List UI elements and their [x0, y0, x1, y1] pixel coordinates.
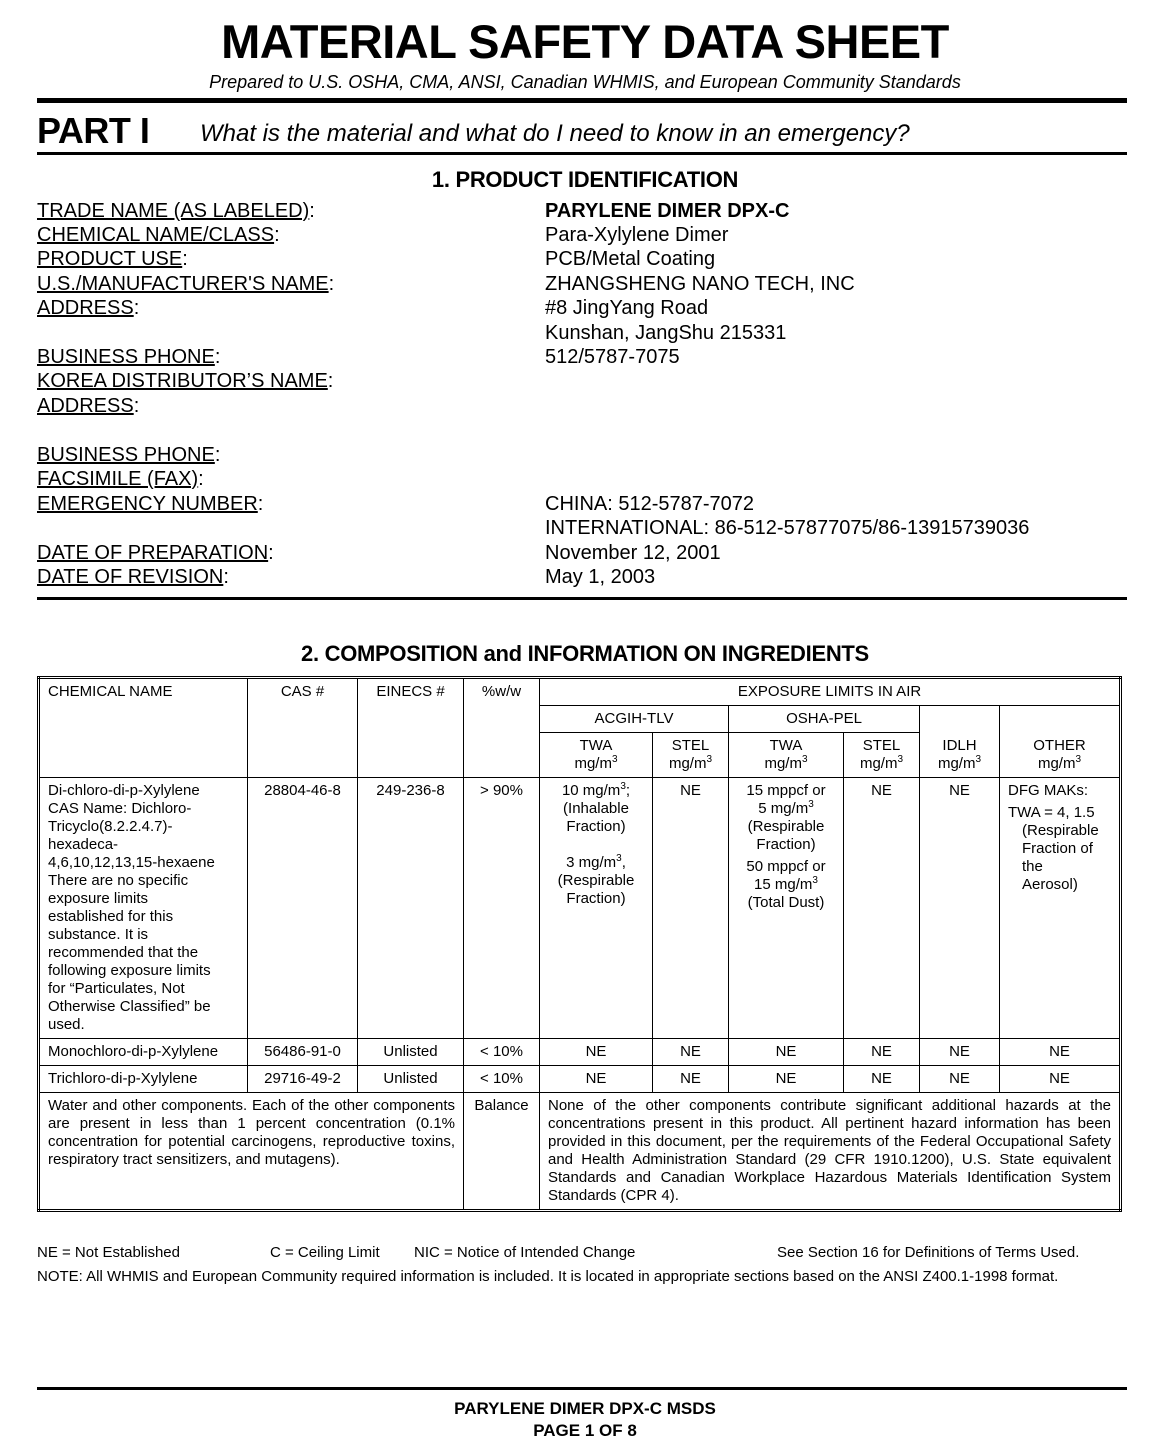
ww-cell: Balance [464, 1093, 540, 1211]
acgih-stel-cell: NE [653, 1039, 729, 1066]
header-exposure-limits: EXPOSURE LIMITS IN AIR [540, 678, 1121, 706]
top-rule [37, 98, 1127, 103]
osha-stel-cell: NE [844, 1039, 920, 1066]
einecs-cell: 249-236-8 [358, 778, 464, 1039]
document-subtitle: Prepared to U.S. OSHA, CMA, ANSI, Canadian WHMIS, and European Community Standards [209, 72, 961, 92]
header-osha: OSHA-PEL [729, 706, 920, 733]
chemical-name-cell: Monochloro-di-p-Xylylene [39, 1039, 248, 1066]
exposure-note-line: Otherwise Classified” be [48, 998, 211, 1015]
exposure-note-line: following exposure limits [48, 962, 211, 979]
header-chemical-name: CHEMICAL NAME [39, 678, 248, 778]
table-row [39, 1093, 1121, 1211]
field-label: U.S./MANUFACTURER'S NAME: [37, 273, 335, 295]
field-value: 512/5787-7075 [545, 346, 680, 368]
ww-cell: > 90% [464, 778, 540, 1039]
field-label: FACSIMILE (FAX): [37, 468, 204, 490]
field-label: PRODUCT USE: [37, 248, 188, 270]
header-acgih: ACGIH-TLV [540, 706, 729, 733]
chemical-name-cell: Trichloro-di-p-Xylylene [39, 1066, 248, 1093]
field-label: ADDRESS: [37, 297, 140, 319]
field-value: CHINA: 512-5787-7072 [545, 493, 755, 515]
acgih-twa-cell: NE [540, 1039, 653, 1066]
footer-rule [37, 1387, 1127, 1390]
osha-twa-cell: NE [729, 1066, 844, 1093]
ww-cell: < 10% [464, 1039, 540, 1066]
other-cell: NE [1000, 1066, 1121, 1093]
legend-ne: NE = Not Established [37, 1244, 180, 1261]
footer-title: PARYLENE DIMER DPX-C MSDS [454, 1399, 716, 1418]
cas-cell: 28804-46-8 [248, 778, 358, 1039]
table-row [39, 778, 1121, 1039]
osha-stel-cell: NE [844, 778, 920, 1039]
field-value: PCB/Metal Coating [545, 248, 716, 270]
legend-nic: NIC = Notice of Intended Change [414, 1244, 636, 1261]
header-acgih-stel: STEL $mg/m^3$ [653, 733, 729, 778]
osha-twa-cell: NE [729, 1039, 844, 1066]
exposure-note-line: established for this [48, 908, 174, 925]
osha-stel-cell: NE [844, 1066, 920, 1093]
header-acgih-twa: TWA $mg/m^3$ [540, 733, 653, 778]
exposure-note-line: exposure limits [48, 890, 149, 907]
field-value: November 12, 2001 [545, 542, 721, 564]
idlh-cell: NE [920, 1066, 1000, 1093]
header-osha-stel: STEL $mg/m^3$ [844, 733, 920, 778]
field-label: CHEMICAL NAME/CLASS: [37, 224, 280, 246]
field-label: KOREA DISTRIBUTOR’S NAME: [37, 370, 334, 392]
header-ww: %w/w [464, 678, 540, 778]
section1-heading: 1. PRODUCT IDENTIFICATION [431, 167, 739, 192]
field-value: #8 JingYang Road [545, 297, 709, 319]
table-row [39, 1066, 1121, 1093]
table-row [39, 1039, 1121, 1066]
acgih-stel-cell: NE [653, 1066, 729, 1093]
acgih-twa-cell: 10 $mg/m^3$; (Inhalable Fraction) 3 $mg/m^3$, (Respirable Fraction) [540, 778, 653, 1039]
field-label: DATE OF PREPARATION: [37, 542, 274, 564]
part-label: PART I [37, 110, 150, 151]
part-question: What is the material and what do I need to know in an emergency? [200, 120, 910, 147]
exposure-note-line: There are no specific [48, 872, 189, 889]
field-value: PARYLENE DIMER DPX-C [545, 200, 790, 222]
osha-twa-cell: 15 mppcf or 5 $mg/m^3$ (Respirable Fraction) 50 mppcf or 15 $mg/m^3$ (Total Dust) [729, 778, 844, 1039]
legend-see-section: See Section 16 for Definitions of Terms Used. [777, 1244, 1080, 1261]
acgih-stel-cell: NE [653, 778, 729, 1039]
ww-cell: < 10% [464, 1066, 540, 1093]
document-title: MATERIAL SAFETY DATA SHEET [221, 15, 949, 68]
footer-page-number: PAGE 1 OF 8 [533, 1421, 637, 1440]
field-label: EMERGENCY NUMBER: [37, 493, 264, 515]
header-other: OTHER $mg/m^3$ [1000, 706, 1121, 778]
field-label: TRADE NAME (AS LABELED): [37, 200, 315, 222]
header-cas: CAS # [248, 678, 358, 778]
acgih-twa-cell: NE [540, 1066, 653, 1093]
field-value: Kunshan, JangShu 215331 [545, 322, 787, 344]
cas-cell: 29716-49-2 [248, 1066, 358, 1093]
chemical-name-line: Tricyclo(8.2.2.4.7)- [48, 818, 173, 835]
exposure-note-line: substance. It is [48, 926, 149, 943]
exposure-note-line: for “Particulates, Not [48, 980, 185, 997]
chemical-name-line: hexadeca- [48, 836, 119, 853]
field-value: May 1, 2003 [545, 566, 656, 588]
field-value: INTERNATIONAL: 86-512-57877075/86-13915739036 [545, 517, 1030, 539]
chemical-name-cell [39, 778, 248, 1039]
einecs-cell: Unlisted [358, 1066, 464, 1093]
legend-ceiling: C = Ceiling Limit [270, 1244, 380, 1261]
einecs-cell: Unlisted [358, 1039, 464, 1066]
other-components-cell: Water and other components. Each of the other components are present in less than 1 percent concentration (0.1% concentration for potential carcinogens, reproductive toxins, respiratory tract sensitizers, and mutagens). [39, 1093, 464, 1211]
other-cell: DFG MAKs: TWA = 4, 1.5 (Respirable Fraction of the Aerosol) [1000, 778, 1121, 1039]
idlh-cell: NE [920, 1039, 1000, 1066]
other-cell: NE [1000, 1039, 1121, 1066]
chemical-name-line: Di-chloro-di-p-Xylylene [48, 782, 200, 799]
exposure-note-line: used. [48, 1016, 85, 1033]
field-label: BUSINESS PHONE: [37, 346, 221, 368]
header-einecs: EINECS # [358, 678, 464, 778]
field-label: DATE OF REVISION: [37, 566, 229, 588]
cas-cell: 56486-91-0 [248, 1039, 358, 1066]
field-label: ADDRESS: [37, 395, 140, 417]
exposure-note-line: recommended that the [48, 944, 199, 961]
field-label: BUSINESS PHONE: [37, 444, 221, 466]
chemical-name-line: CAS Name: Dichloro- [48, 800, 192, 817]
section2-heading: 2. COMPOSITION and INFORMATION ON INGREDIENTS [301, 641, 869, 666]
header-osha-twa: TWA $mg/m^3$ [729, 733, 844, 778]
section1-rule [37, 597, 1127, 600]
hazard-note-cell: None of the other components contribute significant additional hazards at the concentrations present in this product. All pertinent hazard information has been provided in this document, per the requirements of the Federal Occupational Safety and Health Administration Standard (29 CFR 1910.1200), U.S. State equivalent Standards and Canadian Workplace Hazardous Materials Identification System Standards (CPR 4). [540, 1093, 1121, 1211]
idlh-cell: NE [920, 778, 1000, 1039]
field-value: Para-Xylylene Dimer [545, 224, 729, 246]
field-value: ZHANGSHENG NANO TECH, INC [545, 273, 855, 295]
header-idlh: IDLH $mg/m^3$ [920, 706, 1000, 778]
part-rule [37, 152, 1127, 155]
chemical-name-line: 4,6,10,12,13,15-hexaene [48, 854, 215, 871]
composition-table [37, 676, 1122, 1212]
legend-note: NOTE: All WHMIS and European Community required information is included. It is located in appropriate sections based on the ANSI Z400.1-1998 format. [37, 1268, 1059, 1285]
